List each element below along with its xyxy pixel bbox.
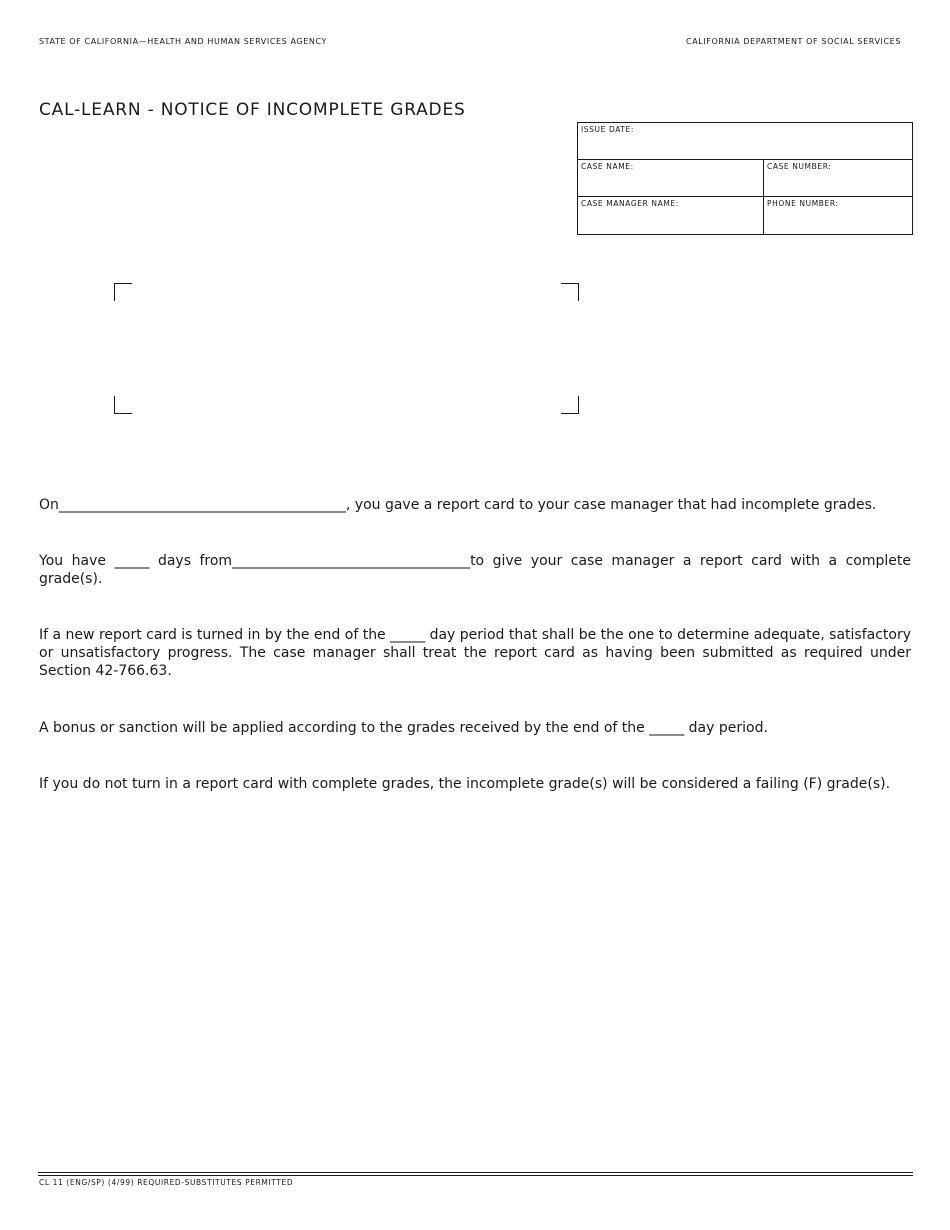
paragraph-failing-grade: If you do not turn in a report card with complete grades, the incomplete grade(s) will be considered a failing (F) grade(s). xyxy=(39,776,891,792)
issue-date-row xyxy=(578,123,912,160)
case-name-field[interactable] xyxy=(578,160,764,196)
page-title: CAL-LEARN - NOTICE OF INCOMPLETE GRADES xyxy=(39,100,466,120)
department-header: CALIFORNIA DEPARTMENT OF SOCIAL SERVICES xyxy=(686,37,901,46)
address-window-corner-top-right xyxy=(561,283,579,301)
footer-rule-top xyxy=(38,1172,913,1173)
address-window-corner-top-left xyxy=(114,283,132,301)
case-manager-name-field[interactable] xyxy=(578,197,764,234)
paragraph-new-report-card: If a new report card is turned in by the end of the _____ day period that shall be the one to determine adequate, satisfactory or unsatisfactory progress. The case manager shall treat the report card as having been submitted as required under Section 42-766.63. xyxy=(39,627,911,679)
case-info-box xyxy=(577,122,913,235)
paragraph-days-deadline: You have _____ days from__________________________________to give your case manager a report card with a complete grade(s). xyxy=(39,553,911,587)
paragraph-report-card-date: On_________________________________________, you gave a report card to your case manager that had incomplete grades. xyxy=(39,497,877,513)
case-number-field[interactable] xyxy=(764,160,912,196)
manager-row xyxy=(578,197,912,234)
phone-number-field[interactable] xyxy=(764,197,912,234)
issue-date-label: ISSUE DATE: xyxy=(581,125,634,134)
issue-date-field[interactable] xyxy=(578,123,912,159)
agency-header: STATE OF CALIFORNIA—HEALTH AND HUMAN SERVICES AGENCY xyxy=(39,37,327,46)
case-number-label: CASE NUMBER: xyxy=(767,162,832,171)
address-window-corner-bottom-right xyxy=(561,396,579,414)
phone-number-label: PHONE NUMBER: xyxy=(767,199,839,208)
footer-rule-bottom xyxy=(38,1175,913,1176)
form-identifier: CL 11 (ENG/SP) (4/99) REQUIRED-SUBSTITUTES PERMITTED xyxy=(39,1178,294,1187)
case-row xyxy=(578,160,912,197)
address-window-corner-bottom-left xyxy=(114,396,132,414)
paragraph-bonus-sanction: A bonus or sanction will be applied according to the grades received by the end of the _____ day period. xyxy=(39,720,768,736)
case-manager-name-label: CASE MANAGER NAME: xyxy=(581,199,679,208)
case-name-label: CASE NAME: xyxy=(581,162,634,171)
